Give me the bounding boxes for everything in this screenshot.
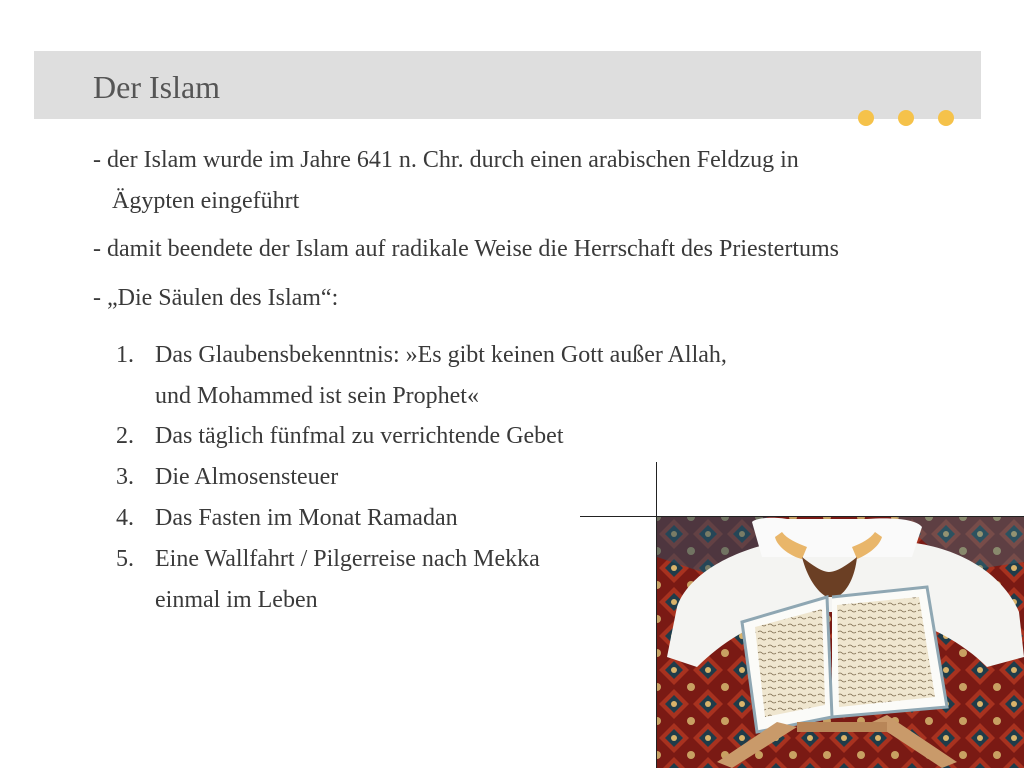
list-number: 3. [116,464,134,490]
list-item: Eine Wallfahrt / Pilgerreise nach Mekka [155,546,540,572]
slide-title: Der Islam [93,69,221,105]
list-item-continued: einmal im Leben [155,587,318,613]
list-item: Das Fasten im Monat Ramadan [155,505,458,531]
list-number: 5. [116,546,134,572]
list-number: 4. [116,505,134,531]
list-item: Das täglich fünfmal zu verrichtende Gebet [155,423,564,449]
dot-icon [858,110,874,126]
bullet-text: - damit beendete der Islam auf radikale Weise die Herrschaft des Priestertums [93,236,840,262]
bullet-text-continued: Ägypten eingeführt [112,188,300,214]
list-number: 1. [116,342,134,368]
list-number: 2. [116,423,134,449]
quran-reading-photo [657,517,1024,768]
list-item: Das Glaubensbekenntnis: »Es gibt keinen Gott außer Allah, [155,342,727,368]
dot-icon [938,110,954,126]
bullet-text: - der Islam wurde im Jahre 641 n. Chr. durch einen arabischen Feldzug in [93,147,799,173]
decorative-dots [858,110,958,126]
dot-icon [898,110,914,126]
list-item: Die Almosensteuer [155,464,339,490]
bullet-text: - „Die Säulen des Islam“: [93,285,339,311]
list-item-continued: und Mohammed ist sein Prophet« [155,383,479,409]
